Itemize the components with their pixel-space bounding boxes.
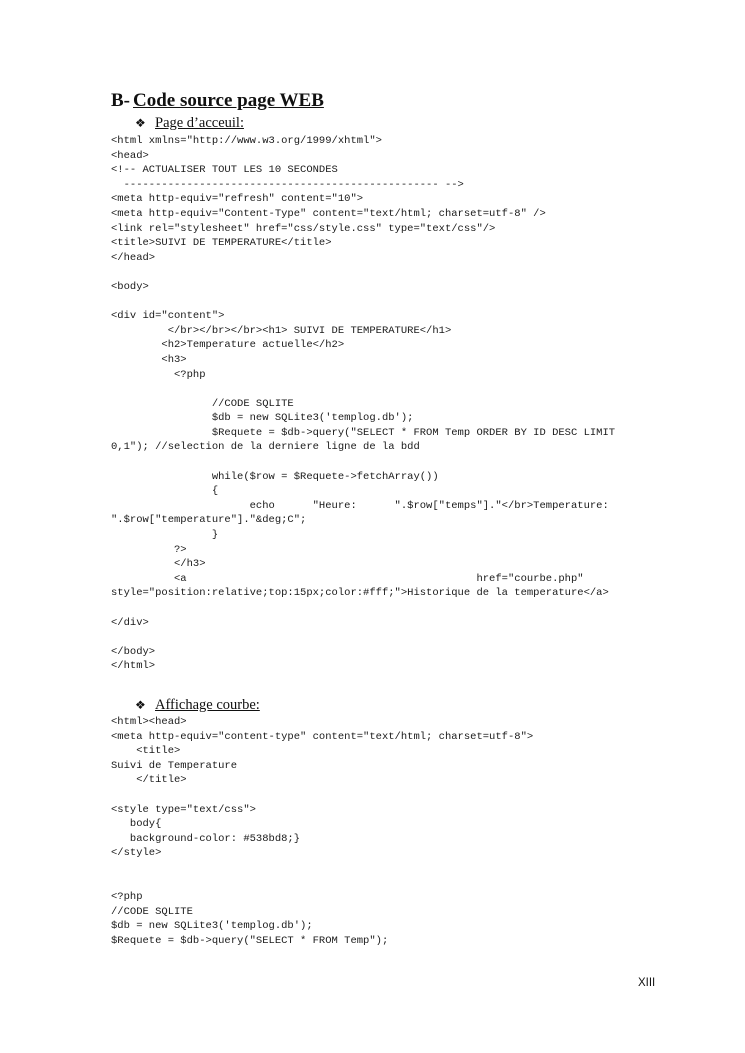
section-prefix: B-	[111, 90, 130, 111]
subsection-heading-accueil	[135, 114, 244, 132]
section-title: Code source page WEB	[133, 90, 324, 111]
page-number: XIII	[638, 977, 656, 989]
diamond-bullet-icon: ❖	[135, 698, 146, 712]
diamond-bullet-icon: ❖	[135, 116, 146, 130]
subsection-label: Page d’acceuil:	[155, 115, 244, 131]
section-heading	[111, 89, 324, 113]
subsection-heading-courbe	[135, 696, 260, 714]
subsection-label: Affichage courbe:	[155, 697, 260, 713]
code-block-accueil: <html xmlns="http://www.w3.org/1999/xhtml"> <head> <!-- ACTUALISER TOUT LES 10 SECONDES -------------------------------------------------- --> <meta http-equiv="refresh" content="10"> <meta http-equiv="Content-Type" content="text/html; charset=utf-8" /> <link rel="stylesheet" href="css/style.css" type="text/css"/> <title>SUIVI DE TEMPERATURE</title> </head> <body> <div id="content"> </br></br></br><h1> SUIVI DE TEMPERATURE</h1> <h2>Temperature actuelle</h2> <h3> <?php //CODE SQLITE $db = new SQLite3('templog.db'); $Requete = $db->query("SELECT * FROM Temp ORDER BY ID DESC LIMIT 0,1"); //selection de la derniere ligne de la bdd while($row = $Requete->fetchArray()) { echo "Heure: ".$row["temps"]."</br>Temperature: ".$row["temperature"]."&deg;C"; } ?> </h3> <a href="courbe.php" style="position:relative;top:15px;color:#fff;">Historique de la temperature</a> </div> </body> </html>	[111, 135, 616, 673]
code-block-courbe: <html><head> <meta http-equiv="content-type" content="text/html; charset=utf-8"> <title> Suivi de Temperature </title> <style type="text/css"> body{ background-color: #538bd8;} </style> <?php //CODE SQLITE $db = new SQLite3('templog.db'); $Requete = $db->query("SELECT * FROM Temp");	[111, 716, 534, 947]
